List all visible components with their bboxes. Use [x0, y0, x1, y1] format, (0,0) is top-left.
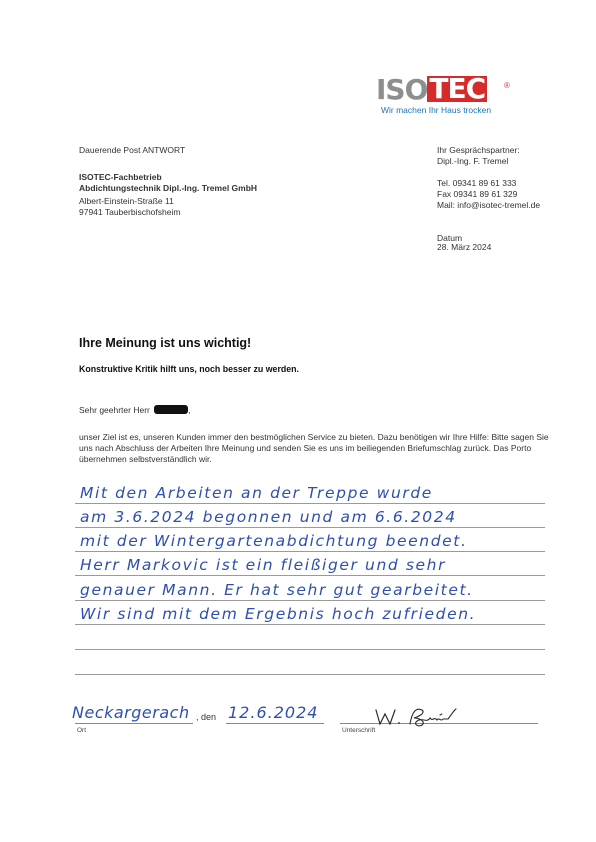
handwritten-date: 12.6.2024 — [228, 703, 319, 722]
handwritten-line-6: Wir sind mit dem Ergebnis hoch zufrieden. — [80, 605, 477, 623]
date-label: Datum — [437, 233, 463, 243]
logo-tec: TEC — [429, 72, 486, 105]
writing-line — [75, 503, 545, 504]
logo-wordmark — [376, 72, 487, 106]
handwritten-line-3: mit der Wintergartenabdichtung beendet. — [80, 532, 468, 550]
handwritten-line-5: genauer Mann. Er hat sehr gut gearbeitet. — [80, 581, 474, 599]
date-line — [226, 723, 324, 724]
body-paragraph: unser Ziel ist es, unseren Kunden immer den bestmöglichen Service zu bieten. Dazu benötigen wir Ihre Hilfe: Bitte sagen Sie uns nach Abschluss der Arbeiten Ihre Meinung und senden Sie es uns im beiliegenden Briefumschlag zurück. Das Porto übernehmen selbstverständlich wir. — [79, 432, 549, 464]
page-subtitle: Konstruktive Kritik hilft uns, noch besser zu werden. — [79, 364, 299, 374]
handwritten-place: Neckargerach — [72, 703, 190, 722]
date-value: 28. März 2024 — [437, 242, 492, 252]
den-text: , den — [196, 712, 217, 722]
logo-iso: ISO — [376, 72, 428, 106]
handwritten-line-1: Mit den Arbeiten an der Treppe wurde — [80, 484, 433, 502]
writing-line — [75, 624, 545, 625]
contact-label: Ihr Gesprächspartner: — [437, 145, 520, 155]
salutation-comma: , — [188, 405, 191, 415]
writing-line — [75, 649, 545, 650]
handwritten-line-4: Herr Markovic ist ein fleißiger und sehr — [80, 556, 447, 574]
writing-line — [75, 527, 545, 528]
logo-registered-mark: ® — [504, 81, 510, 90]
writing-line — [75, 674, 545, 675]
salutation — [79, 405, 191, 415]
handwritten-signature — [370, 704, 480, 728]
contact-phone: Tel. 09341 89 61 333 — [437, 178, 517, 188]
recipient-street: Albert-Einstein-Straße 11 — [79, 196, 174, 206]
logo-slogan: Wir machen Ihr Haus trocken — [381, 105, 492, 115]
redacted-name — [154, 405, 191, 415]
place-label: Ort — [77, 727, 87, 734]
contact-email: Mail: info@isotec-tremel.de — [437, 200, 541, 210]
page-title: Ihre Meinung ist uns wichtig! — [79, 336, 252, 350]
recipient-name-line1: ISOTEC-Fachbetrieb — [79, 172, 162, 182]
contact-fax: Fax 09341 89 61 329 — [437, 189, 518, 199]
place-line — [75, 723, 193, 724]
recipient-name-line2: Abdichtungstechnik Dipl.-Ing. Tremel GmbH — [79, 183, 258, 193]
writing-line — [75, 575, 545, 576]
signature-label: Unterschrift — [342, 727, 376, 734]
contact-person: Dipl.-Ing. F. Tremel — [437, 156, 509, 166]
writing-line — [75, 551, 545, 552]
sender-line: Dauerende Post ANTWORT — [79, 145, 186, 155]
writing-line — [75, 600, 545, 601]
handwritten-line-2: am 3.6.2024 begonnen und am 6.6.2024 — [80, 508, 457, 526]
salutation-text: Sehr geehrter Herr — [79, 405, 150, 415]
recipient-city: 97941 Tauberbischofsheim — [79, 207, 181, 217]
